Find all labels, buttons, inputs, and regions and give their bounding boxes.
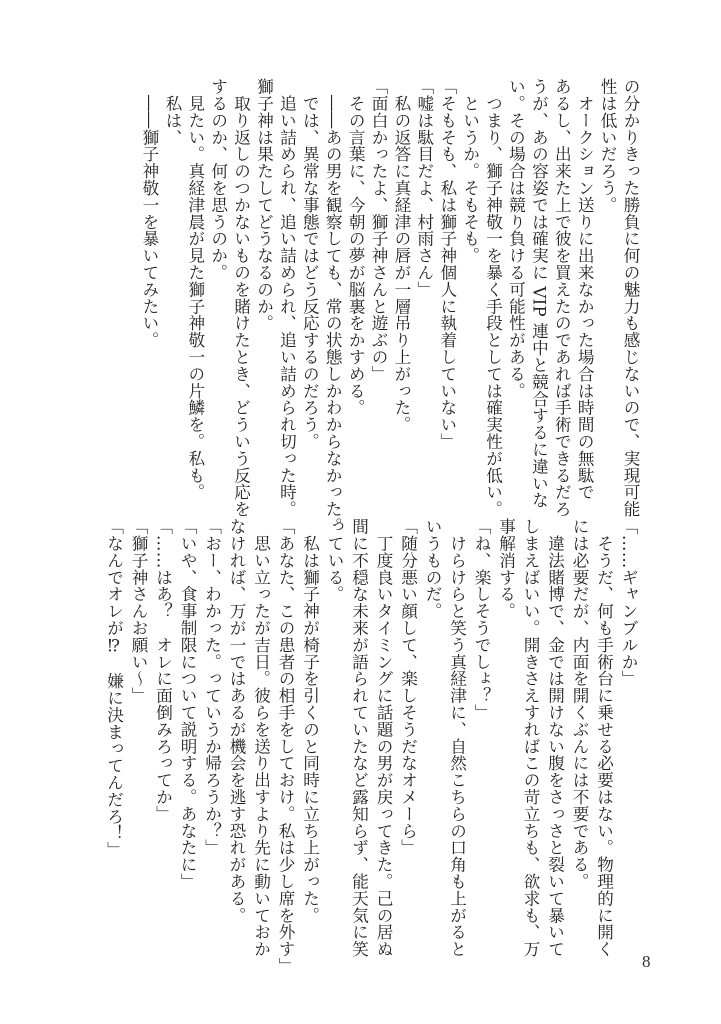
- text-line: には必要だが、内面を開くぶんには不要である。: [570, 518, 589, 890]
- text-line: 取り返しのつかないものを賭けたとき、どういう反応を: [231, 78, 251, 518]
- text-line: ――あの男を観察しても、常の状態しかわからなかった。: [323, 78, 343, 535]
- text-line: の分かりきった勝負に何の魅力も感じないので、実現可能: [621, 78, 640, 518]
- text-line: 「いや、食事制限について説明する。あなたに」: [178, 518, 197, 890]
- text-line: 性は低いだろう。: [598, 78, 618, 214]
- text-line: 「そもそも、私は獅子神個人に執着していない」: [437, 78, 457, 450]
- text-line: オークション送りに出来なかった場合は時間の無駄で: [575, 78, 595, 501]
- text-line: 「獅子神さんお願い～」: [129, 518, 148, 704]
- text-line: そうだ、何も手術台に乗せる必要はない。物理的に開く: [594, 518, 614, 958]
- text-line: 「面白かったよ、獅子神さんと遊ぶの」: [369, 78, 389, 383]
- text-line: 間に不穏な未来が語られていたなど露知らず、能天気に笑: [349, 518, 369, 958]
- text-line: 「おー、わかった。っていうか帰ろうか？」: [202, 518, 222, 856]
- text-line: 「なんでオレが⁉ 嫌に決まってんだろ！」: [104, 518, 124, 859]
- text-line: というか。そもそも。: [460, 78, 480, 264]
- text-block-bottom: [101, 518, 640, 975]
- text-line: 見たい。真経津晨が見た獅子神敬一の片鱗を。私も。: [185, 78, 205, 501]
- text-line: い。その場合は競り負ける可能性がある。: [506, 78, 526, 400]
- text-line: 事解消する。: [496, 518, 516, 620]
- text-line: いうものだ。: [423, 518, 442, 620]
- text-line: しまえばいい。開きさえすればこの苛立ちも、欲求も、万: [521, 518, 540, 958]
- text-line: あるし、出来た上で彼を買えたのであれば手術できるだろ: [552, 78, 572, 518]
- text-line: 「ね、楽しそうでしょ？」: [472, 518, 491, 721]
- text-line: では、異常な事態ではどう反応するのだろう。: [300, 78, 320, 450]
- text-line: 「随分悪い顔して、楽しそうだなオメーら」: [398, 518, 418, 856]
- text-line: つまり、獅子神敬一を暴く手段としては確実性が低い。: [483, 78, 503, 518]
- text-line: 追い詰められ、追い詰められ、追い詰められ切った時。: [277, 78, 297, 518]
- text-line: 私は獅子神が椅子を引くのと同時に立ち上がった。: [300, 518, 320, 924]
- text-line: するのか、何を思うのか。: [208, 78, 228, 281]
- text-line: 思い立ったが吉日。彼らを送り出すより先に動いておか: [251, 518, 271, 958]
- text-line: 違法賭博で、金では開けない腹をさっさと裂いて暴いて: [545, 518, 565, 958]
- text-line: 「あなた、この患者の相手をしておけ。私は少し席を外す」: [276, 518, 295, 975]
- text-line: 「……はあ？ オレに面倒みろってか」: [153, 518, 173, 823]
- text-line: 私の返答に真経津の唇が一層吊り上がった。: [391, 78, 411, 433]
- text-line: うが、あの容姿では確実に VIP 連中と競合するに違いな: [529, 78, 549, 509]
- text-line: 「嘘は駄目だよ、村雨さん」: [414, 78, 434, 298]
- page-number: 8: [642, 952, 651, 971]
- text-line: 私は、: [162, 78, 182, 146]
- text-line: 丁度良いタイミングに話題の男が戻ってきた。己の居ぬ: [374, 518, 393, 958]
- text-line: その言葉に、今朝の夢が脳裏をかすめる。: [346, 78, 366, 416]
- text-line: けらけらと笑う真経津に、自然こちらの口角も上がると: [447, 518, 467, 958]
- text-line: なければ、万が一ではあるが機会を逃す恐れがある。: [227, 518, 246, 924]
- text-line: 獅子神は果たしてどうなるのか。: [254, 78, 274, 332]
- text-block-top: [137, 78, 641, 535]
- text-line: ――獅子神敬一を暴いてみたい。: [139, 78, 159, 349]
- text-line: 「……ギャンブルか」: [619, 518, 638, 687]
- text-line: っている。: [325, 518, 344, 603]
